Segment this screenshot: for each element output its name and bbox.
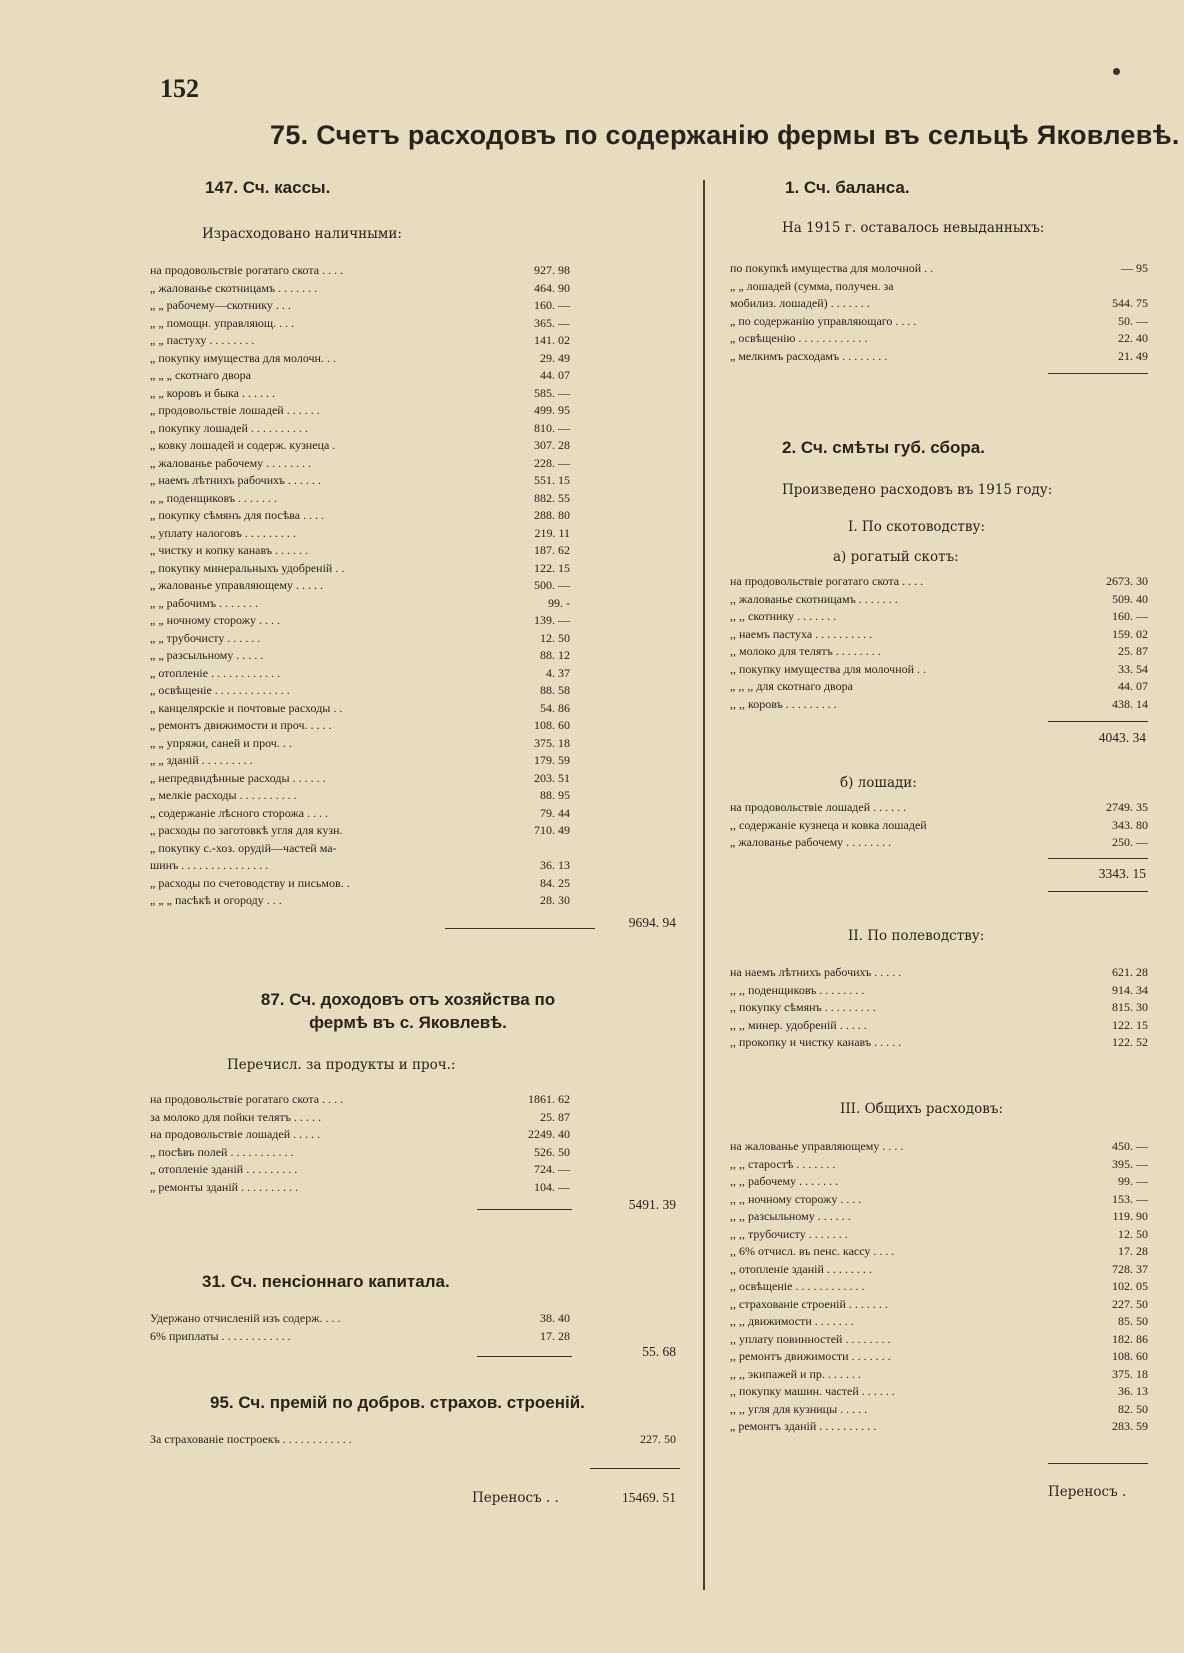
ledger-row (150, 1161, 570, 1179)
ledger-row-amount: 728. 37 (1112, 1261, 1148, 1276)
ledger-row-amount: 179. 59 (534, 753, 570, 767)
ledger-row-amount: 283. 59 (1112, 1419, 1148, 1433)
ledger-row-label: „ „ ночному сторожу . . . . (150, 613, 280, 627)
ledger-row-label: ,, покупку сѣмянъ . . . . . . . . . (730, 1000, 876, 1014)
ledger-row-label: „ „ „ пасѣкѣ и огороду . . . (150, 893, 282, 907)
ledger-row (730, 626, 1148, 644)
section-2b-total: 3343. 15 (1098, 866, 1146, 881)
ledger-row (150, 857, 570, 875)
ledger-row-amount: 17. 28 (540, 1328, 570, 1343)
section-87-total: 5491. 39 (628, 1197, 676, 1212)
ledger-row-label: шинъ . . . . . . . . . . . . . . . (150, 858, 269, 872)
ledger-row-amount: 85. 50 (1118, 1314, 1148, 1328)
ledger-row-amount: 343. 80 (1112, 817, 1148, 832)
section-95-title: 95. Сч. премій по добров. страхов. строеній. (210, 1393, 585, 1412)
ledger-row (150, 262, 570, 280)
ledger-row (730, 982, 1148, 1000)
ledger-row-amount: 44. 07 (1118, 679, 1148, 693)
ledger-row-amount: 438. 14 (1112, 696, 1148, 711)
ledger-row-label: на жалованье управляющему . . . . (730, 1139, 904, 1153)
ledger-row (150, 1328, 570, 1346)
ledger-row-amount: 585. — (534, 385, 570, 400)
ledger-row (730, 1383, 1148, 1401)
ledger-row-amount: 33. 54 (1118, 661, 1148, 676)
section-147-title: 147. Сч. кассы. (205, 178, 331, 197)
ledger-row-amount: 102. 05 (1112, 1279, 1148, 1293)
ledger-row-label: „ „ зданій . . . . . . . . . (150, 753, 253, 767)
ledger-row-amount: 160. — (534, 298, 570, 312)
section-147-rule (445, 928, 595, 929)
ledger-row-amount: 375. 18 (1112, 1366, 1148, 1381)
ledger-row-amount: 2249. 40 (528, 1127, 570, 1141)
ledger-row-label: ,, отопленіе зданій . . . . . . . . (730, 1261, 872, 1276)
ledger-row-amount: 139. — (534, 613, 570, 627)
ledger-row (150, 560, 570, 578)
ledger-row-amount: 526. 50 (534, 1144, 570, 1159)
ledger-row-amount: 122. 15 (534, 560, 570, 575)
ledger-row-label: „ мелкіе расходы . . . . . . . . . . (150, 788, 297, 802)
ledger-row (150, 1310, 570, 1328)
ledger-row-label: „ „ рабочимъ . . . . . . . (150, 595, 259, 610)
ledger-row-amount: 50. — (1118, 313, 1148, 328)
section-2-rows-ii (730, 964, 1148, 1052)
ledger-row-label: ,, прокопку и чистку канавъ . . . . . (730, 1035, 902, 1049)
section-95-rule (590, 1468, 680, 1469)
ledger-row (150, 297, 570, 315)
ledger-row-amount: 88. 95 (540, 788, 570, 802)
ledger-row-label: ,, уплату повинностей . . . . . . . . (730, 1331, 891, 1346)
ledger-row-label: ,, молоко для телятъ . . . . . . . . (730, 644, 881, 658)
ledger-row-label: „ покупку лошадей . . . . . . . . . . (150, 420, 308, 435)
section-1-subtitle: На 1915 г. оставалось невыданныхъ: (782, 220, 1045, 236)
ledger-row-label: на продовольствіе рогатаго скота . . . . (150, 1092, 344, 1106)
ledger-row-label: „ покупку сѣмянъ для посѣва . . . . (150, 508, 325, 522)
ledger-row-amount: 38. 40 (540, 1311, 570, 1325)
ledger-row (730, 278, 1148, 296)
ledger-row-label: на продовольствіе рогатаго скота . . . . (150, 263, 344, 277)
ledger-row (150, 315, 570, 333)
section-147-rows (150, 262, 570, 910)
ledger-row (730, 643, 1148, 661)
ledger-row-amount: 500. — (534, 578, 570, 592)
section-87-rule (477, 1209, 572, 1210)
ledger-row (150, 437, 570, 455)
ledger-row-amount: 395. — (1112, 1156, 1148, 1171)
ledger-row-label: ,, ,, ночному сторожу . . . . (730, 1191, 862, 1206)
ledger-row (730, 1418, 1148, 1436)
ledger-row-label: „ непредвидѣнные расходы . . . . . . (150, 770, 326, 785)
ledger-row-amount: 160. — (1112, 609, 1148, 623)
ledger-row (730, 295, 1148, 313)
ledger-row-label: ,, ,, старостѣ . . . . . . . (730, 1156, 836, 1171)
ledger-row-label: „ покупку имущества для молочн. . . (150, 350, 336, 365)
ledger-row-amount: 621. 28 (1112, 965, 1148, 979)
ledger-row (730, 1401, 1148, 1419)
section-1-rows (730, 260, 1148, 365)
ledger-row-label: „ „ лошадей (сумма, получен. за (730, 278, 894, 293)
section-147-subtitle: Израсходовано наличными: (202, 226, 402, 242)
ledger-row (150, 647, 570, 665)
ledger-row-label: „ „ „ скотнаго двора (150, 368, 251, 382)
ledger-row-label: „ продовольствіе лошадей . . . . . . (150, 403, 320, 417)
ledger-row-amount: 227. 50 (640, 1432, 676, 1446)
ledger-row (730, 1034, 1148, 1052)
ledger-row (150, 472, 570, 490)
ledger-row-label: „ жалованье рабочему . . . . . . . . (150, 455, 312, 470)
ink-dot (1113, 68, 1120, 75)
ledger-row-label: „ жалованье скотницамъ . . . . . . . (150, 280, 318, 295)
ledger-row-label: „ „ рабочему—скотнику . . . (150, 298, 291, 312)
section-2-head-ii: II. По полеводству: (848, 928, 985, 944)
ledger-row-amount: 914. 34 (1112, 982, 1148, 997)
ledger-row-label: ,, страхованіе строеній . . . . . . . (730, 1296, 888, 1311)
ledger-row-amount: 99. - (548, 595, 570, 610)
section-2-rows-a (730, 573, 1148, 713)
ledger-row (730, 834, 1148, 852)
ledger-row-amount: 36. 13 (1118, 1384, 1148, 1398)
ledger-row (730, 1278, 1148, 1296)
ledger-row-amount: 44. 07 (540, 368, 570, 382)
ledger-row-amount: 288. 80 (534, 508, 570, 522)
ledger-row-amount: 12. 50 (540, 630, 570, 645)
ledger-row-label: „ ремонтъ зданій . . . . . . . . . . (730, 1419, 877, 1433)
ledger-row-label: „ чистку и копку канавъ . . . . . . (150, 543, 309, 557)
ledger-row (730, 1191, 1148, 1209)
section-2-rows-b (730, 799, 1148, 852)
carry-over-label: Переносъ . . (472, 1490, 559, 1506)
ledger-row-amount: 250. — (1112, 835, 1148, 849)
ledger-row-amount: 88. 12 (540, 648, 570, 662)
ledger-row-label: „ ,, ,, для скотнаго двора (730, 679, 853, 693)
section-31-rows (150, 1310, 570, 1345)
ledger-row-label: ,, 6% отчисл. въ пенс. кассу . . . . (730, 1244, 895, 1258)
ledger-row-label: „ жалованье управляющему . . . . . (150, 578, 323, 592)
ledger-row-amount: 499. 95 (534, 403, 570, 417)
ledger-row-label: „ покупку с.-хоз. орудій—частей ма- (150, 840, 337, 855)
ledger-row-label: „ наемъ лѣтнихъ рабочихъ . . . . . . (150, 473, 321, 487)
ledger-row (730, 260, 1148, 278)
ledger-row-amount: 927. 98 (534, 263, 570, 277)
ledger-row-amount: 79. 44 (540, 805, 570, 820)
ledger-row-amount: — 95 (1121, 261, 1148, 275)
ledger-row-label: „ „ коровъ и быка . . . . . . (150, 385, 276, 400)
ledger-row-label: „ содержаніе лѣсного сторожа . . . . (150, 805, 329, 820)
ledger-row (150, 630, 570, 648)
ledger-row (730, 1208, 1148, 1226)
ledger-row (150, 612, 570, 630)
ledger-row-amount: 21. 49 (1118, 348, 1148, 363)
ledger-row-label: „ ковку лошадей и содерж. кузнеца . (150, 438, 336, 452)
ledger-row (150, 1091, 570, 1109)
ledger-row (150, 507, 570, 525)
section-2-rule-final (1048, 1463, 1148, 1464)
ledger-row-amount: 12. 50 (1118, 1226, 1148, 1241)
ledger-row-amount: 22. 40 (1118, 331, 1148, 345)
ledger-row (150, 420, 570, 438)
ledger-row (150, 1179, 570, 1197)
ledger-row (730, 608, 1148, 626)
ledger-row (150, 455, 570, 473)
ledger-row (150, 595, 570, 613)
ledger-row (730, 1366, 1148, 1384)
ledger-row-amount: 108. 60 (1112, 1349, 1148, 1363)
ledger-row-label: „ расходы по счетоводству и письмов. . (150, 875, 350, 890)
ledger-row (150, 875, 570, 893)
page-title: 75. Счетъ расходовъ по содержанію фермы въ сельцѣ Яковлевѣ. (270, 120, 1180, 150)
ledger-row-amount: 2749. 35 (1106, 800, 1148, 814)
ledger-row-amount: 815. 30 (1112, 1000, 1148, 1014)
ledger-row-amount: 122. 52 (1112, 1035, 1148, 1049)
ledger-row (150, 840, 570, 858)
ledger-row (730, 964, 1148, 982)
section-2a-total: 4043. 34 (1098, 730, 1146, 745)
section-87-title-line1: 87. Сч. доходовъ отъ хозяйства по (260, 990, 556, 1009)
ledger-row-amount: 219. 11 (534, 525, 570, 540)
ledger-row-label: „ ремонты зданій . . . . . . . . . . (150, 1179, 299, 1194)
ledger-row-label: ,, ,, трубочисту . . . . . . . (730, 1226, 848, 1241)
ledger-row (150, 1126, 570, 1144)
ledger-row-label: 6% приплаты . . . . . . . . . . . . (150, 1328, 291, 1343)
ledger-row-label: „ отопленіе . . . . . . . . . . . . (150, 665, 281, 680)
ledger-row-label: ,, ,, поденщиковъ . . . . . . . . (730, 982, 865, 997)
ledger-row-label: ,, ,, движимости . . . . . . . (730, 1314, 854, 1328)
ledger-row-label: „ уплату налоговъ . . . . . . . . . (150, 525, 296, 540)
ledger-row-amount: 25. 87 (1118, 644, 1148, 658)
ledger-row-label: „ „ разсыльному . . . . . (150, 648, 264, 662)
carry-over-value: 15469. 51 (622, 1490, 676, 1505)
section-2b-rule (1048, 858, 1148, 859)
ledger-row-label: „ освѣщеніе . . . . . . . . . . . . . (150, 683, 290, 697)
section-2-title: 2. Сч. смѣты губ. сбора. (782, 438, 985, 457)
ledger-row (150, 385, 570, 403)
ledger-row-label: „ „ помощн. управляющ. . . . (150, 315, 295, 330)
ledger-row-label: „ канцелярскіе и почтовые расходы . . (150, 700, 343, 715)
ledger-row-amount: 153. — (1112, 1191, 1148, 1206)
ledger-row-label: ,, жалованье скотницамъ . . . . . . . (730, 591, 898, 606)
ledger-row (730, 1261, 1148, 1279)
ledger-row (150, 280, 570, 298)
ledger-row-amount: 307. 28 (534, 438, 570, 452)
ledger-row-label: „ „ трубочисту . . . . . . (150, 630, 261, 645)
carry-over-label-right: Переносъ . (1048, 1484, 1127, 1500)
ledger-row-label: „ по содержанію управляющаго . . . . (730, 313, 917, 328)
section-2-head-b: б) лошади: (840, 775, 917, 791)
ledger-row-label: ,, освѣщеніе . . . . . . . . . . . . (730, 1279, 865, 1293)
ledger-row-amount: 2673. 30 (1106, 574, 1148, 588)
ledger-row-amount: 159. 02 (1112, 626, 1148, 641)
ledger-row-amount: 228. — (534, 455, 570, 470)
ledger-row-amount: 882. 55 (534, 490, 570, 505)
ledger-row-label: по покупкѣ имущества для молочной . . (730, 261, 934, 275)
ledger-row (730, 1243, 1148, 1261)
ledger-row-amount: 710. 49 (534, 823, 570, 837)
ledger-row-label: ,, ,, минер. удобреній . . . . . (730, 1017, 867, 1032)
section-2-head-iii: III. Общихъ расходовъ: (840, 1101, 1003, 1117)
ledger-row (730, 1017, 1148, 1035)
ledger-row-label: ,, содержаніе кузнеца и ковка лошадей (730, 817, 927, 832)
section-147-total: 9694. 94 (628, 915, 676, 930)
ledger-row-amount: 227. 50 (1112, 1296, 1148, 1311)
ledger-row-label: ,, наемъ пастуха . . . . . . . . . . (730, 626, 873, 641)
section-87-rows (150, 1091, 570, 1196)
ledger-row-label: Удержано отчисленій изъ содерж. . . . (150, 1311, 341, 1325)
ledger-row (730, 1156, 1148, 1174)
ledger-row (730, 591, 1148, 609)
ledger-row-label: ,, ,, рабочему . . . . . . . (730, 1174, 839, 1188)
ledger-row (730, 1226, 1148, 1244)
ledger-row-amount: 187. 62 (534, 543, 570, 557)
ledger-row-label: на продовольствіе лошадей . . . . . (150, 1127, 321, 1141)
section-2-rows-iii (730, 1138, 1148, 1436)
ledger-row-amount: 84. 25 (540, 875, 570, 890)
ledger-row-amount: 544. 75 (1112, 296, 1148, 310)
ledger-row-label: ,, покупку машин. частей . . . . . . (730, 1384, 895, 1398)
section-2b-rule-2 (1048, 891, 1148, 892)
ledger-row (150, 822, 570, 840)
ledger-row-amount: 104. — (534, 1179, 570, 1194)
ledger-row-label: ,, ,, скотнику . . . . . . . (730, 609, 837, 623)
ledger-row-label: „ „ пастуху . . . . . . . . (150, 333, 255, 347)
ledger-row (150, 787, 570, 805)
ledger-row-label: ,, ,, угля для кузницы . . . . . (730, 1401, 868, 1416)
ledger-row (150, 577, 570, 595)
ledger-row-label: „ расходы по заготовкѣ угля для кузн. (150, 823, 343, 837)
ledger-row-amount: 36. 13 (540, 858, 570, 872)
section-2-subtitle: Произведено расходовъ въ 1915 году: (782, 482, 1053, 498)
ledger-row-amount: 365. — (534, 315, 570, 330)
ledger-row (730, 348, 1148, 366)
ledger-row-label: на продовольствіе рогатаго скота . . . . (730, 574, 924, 588)
ledger-row-amount: 450. — (1112, 1139, 1148, 1153)
ledger-row-amount: 4. 37 (546, 665, 570, 680)
ledger-row (150, 752, 570, 770)
section-1-title: 1. Сч. баланса. (785, 178, 910, 197)
ledger-row (150, 665, 570, 683)
section-87-title-line2: фермѣ въ с. Яковлевѣ. (309, 1013, 507, 1032)
ledger-row-label: ,, ремонтъ движимости . . . . . . . (730, 1349, 891, 1363)
ledger-row (730, 313, 1148, 331)
section-2a-rule (1048, 721, 1148, 722)
ledger-row-amount: 810. — (534, 420, 570, 435)
ledger-row-label: „ „ поденщиковъ . . . . . . . (150, 490, 278, 505)
ledger-row-label: „ „ упряжи, саней и проч. . . (150, 735, 292, 750)
ledger-row (150, 717, 570, 735)
ledger-row-amount: 119. 90 (1112, 1209, 1148, 1223)
ledger-row (730, 817, 1148, 835)
ledger-row (730, 573, 1148, 591)
ledger-row-label: „ жалованье рабочему . . . . . . . . (730, 835, 892, 849)
ledger-row (150, 350, 570, 368)
ledger-row-label: „ отопленіе зданій . . . . . . . . . (150, 1162, 298, 1176)
ledger-row-label: „ посѣвъ полей . . . . . . . . . . . (150, 1144, 294, 1159)
ledger-row-amount: 17. 28 (1118, 1244, 1148, 1258)
ledger-row-label: ,, ,, экипажей и пр. . . . . . . (730, 1366, 861, 1381)
ledger-row (150, 682, 570, 700)
ledger-row (730, 999, 1148, 1017)
ledger-row (150, 525, 570, 543)
ledger-row-label: мобилиз. лошадей) . . . . . . . (730, 296, 870, 310)
ledger-row-label: за молоко для пойки телятъ . . . . . (150, 1109, 321, 1124)
section-31-title: 31. Сч. пенсіоннаго капитала. (202, 1272, 450, 1291)
ledger-row (150, 332, 570, 350)
ledger-row (150, 1144, 570, 1162)
ledger-row-label: ,, ,, разсыльному . . . . . . (730, 1209, 851, 1223)
ledger-row-amount: 551. 15 (534, 473, 570, 487)
section-31-rule (477, 1356, 572, 1357)
section-87-subtitle: Перечисл. за продукты и проч.: (227, 1057, 456, 1073)
ledger-row (730, 330, 1148, 348)
ledger-row (730, 1331, 1148, 1349)
ledger-row-label: ,, ,, коровъ . . . . . . . . . (730, 696, 837, 711)
ledger-row (730, 1138, 1148, 1156)
ledger-row (730, 799, 1148, 817)
ledger-row-amount: 25. 87 (540, 1109, 570, 1124)
ledger-row-label: ,, покупку имущества для молочной . . (730, 661, 927, 676)
ledger-row (150, 1431, 676, 1449)
section-2-head-a: а) рогатый скотъ: (833, 549, 959, 565)
ledger-row-amount: 99. — (1118, 1174, 1148, 1188)
ledger-row-amount: 724. — (534, 1162, 570, 1176)
ledger-row (150, 770, 570, 788)
ledger-row (730, 678, 1148, 696)
ledger-row-amount: 122. 15 (1112, 1017, 1148, 1032)
section-31-total: 55. 68 (642, 1344, 676, 1359)
column-divider (703, 180, 705, 1590)
ledger-row-amount: 28. 30 (540, 893, 570, 907)
ledger-row-amount: 29. 49 (540, 350, 570, 365)
ledger-row (730, 1348, 1148, 1366)
section-1-rule (1048, 373, 1148, 374)
ledger-row-label: „ ремонтъ движимости и проч. . . . . (150, 718, 332, 732)
ledger-row (730, 1173, 1148, 1191)
ledger-row (150, 490, 570, 508)
ledger-row (150, 735, 570, 753)
section-95-rows (150, 1431, 676, 1449)
ledger-row (150, 542, 570, 560)
ledger-row-label: „ мелкимъ расходамъ . . . . . . . . (730, 348, 888, 363)
ledger-row (730, 1313, 1148, 1331)
ledger-row (150, 367, 570, 385)
ledger-row-amount: 203. 51 (534, 770, 570, 785)
ledger-row-amount: 88. 58 (540, 683, 570, 697)
ledger-row-label: „ покупку минеральныхъ удобреній . . (150, 560, 345, 575)
ledger-row-amount: 182. 86 (1112, 1331, 1148, 1346)
ledger-row-label: на продовольствіе лошадей . . . . . . (730, 800, 907, 814)
ledger-row-amount: 375. 18 (534, 735, 570, 750)
ledger-row (730, 661, 1148, 679)
ledger-row-amount: 54. 86 (540, 700, 570, 715)
ledger-row (150, 1109, 570, 1127)
page-number: 152 (160, 74, 199, 103)
ledger-row (150, 402, 570, 420)
ledger-row (730, 1296, 1148, 1314)
ledger-row-amount: 1861. 62 (528, 1092, 570, 1106)
ledger-row-amount: 509. 40 (1112, 591, 1148, 606)
ledger-row-amount: 464. 90 (534, 280, 570, 295)
ledger-row (150, 700, 570, 718)
ledger-row (150, 892, 570, 910)
ledger-row-amount: 141. 02 (534, 333, 570, 347)
ledger-row-amount: 108. 60 (534, 718, 570, 732)
ledger-row-label: „ освѣщенію . . . . . . . . . . . . (730, 331, 868, 345)
ledger-row (150, 805, 570, 823)
ledger-row-label: За страхованіе построекъ . . . . . . . . . . . . (150, 1432, 352, 1446)
section-2-head-i: I. По скотоводству: (848, 519, 985, 535)
ledger-row (730, 696, 1148, 714)
ledger-row-amount: 82. 50 (1118, 1401, 1148, 1416)
ledger-row-label: на наемъ лѣтнихъ рабочихъ . . . . . (730, 965, 902, 979)
